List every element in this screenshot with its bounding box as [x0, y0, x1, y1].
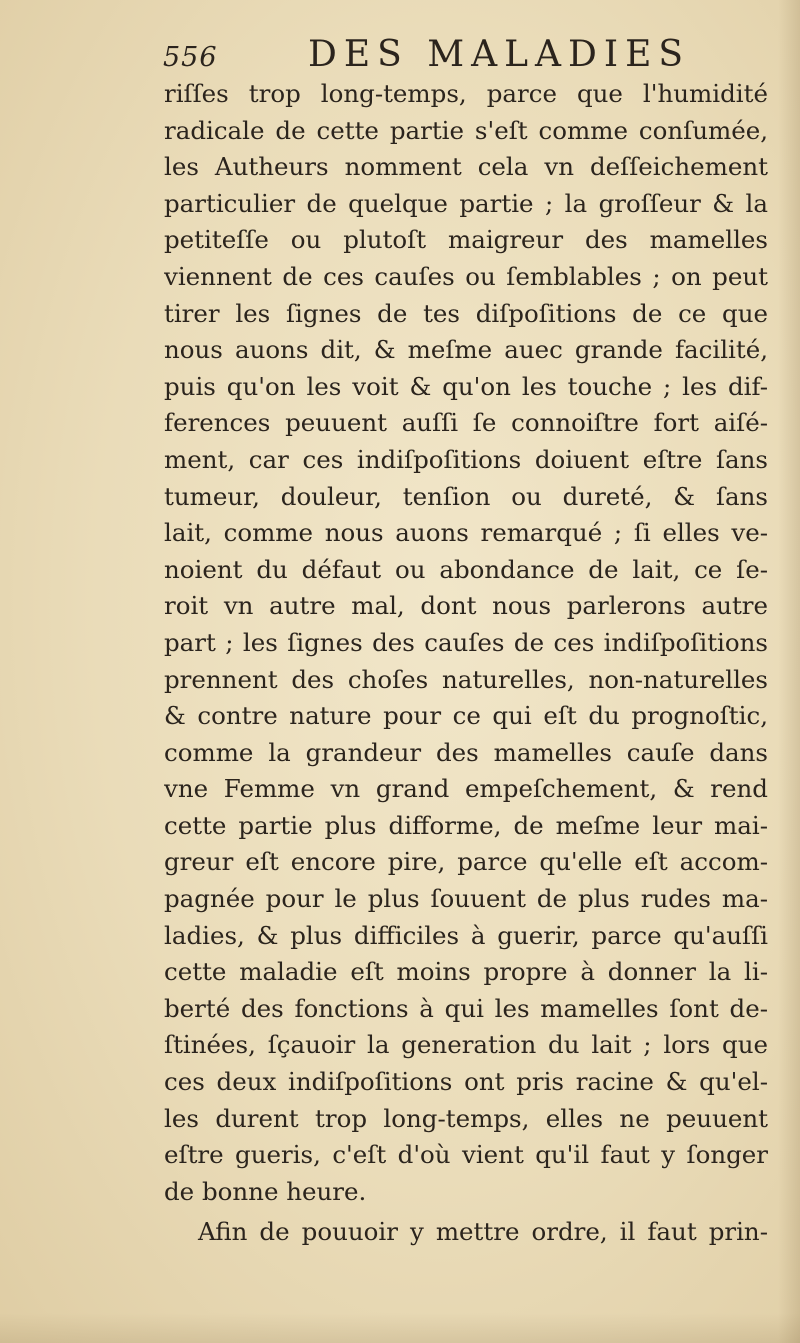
- text-line: & contre nature pour ce qui eſt du prognoſtic,: [164, 701, 768, 731]
- text-line: roit vn autre mal, dont nous parlerons autre: [164, 591, 768, 621]
- text-line: les Autheurs nomment cela vn deſſeichement: [164, 152, 768, 182]
- page-number: 556: [163, 42, 218, 73]
- text-line: ſtinées, ſçauoir la generation du lait ; lors que: [164, 1030, 768, 1060]
- text-line: prennent des choſes naturelles, non-naturelles: [164, 664, 768, 694]
- text-line: petiteſſe ou plutoſt maigreur des mamelles: [164, 225, 768, 255]
- text-line: tumeur, douleur, tenſion ou dureté, & ſans: [164, 481, 768, 511]
- new-paragraph-line: Afin de pouuoir y mettre ordre, il faut prin-: [198, 1217, 768, 1247]
- text-line: vne Femme vn grand empeſchement, & rend: [164, 774, 768, 804]
- text-line: les durent trop long-temps, elles ne peuuent: [164, 1103, 768, 1133]
- text-line: pagnée pour le plus ſouuent de plus rudes ma-: [164, 884, 768, 914]
- text-line: eſtre gueris, c'eſt d'où vient qu'il faut y ſonger: [164, 1140, 768, 1170]
- text-line: comme la grandeur des mamelles cauſe dans: [164, 737, 768, 767]
- text-line: riſſes trop long-temps, parce que l'humidité: [164, 79, 768, 108]
- text-line: particulier de quelque partie ; la groſſeur & la: [164, 188, 768, 218]
- text-line: lait, comme nous auons remarqué ; ſi elles ve-: [164, 518, 768, 548]
- text-line: noient du défaut ou abondance de lait, ce ſe-: [164, 554, 768, 584]
- text-line: ladies, & plus difficiles à guerir, parce qu'auſſi: [164, 920, 768, 950]
- page-header: [163, 28, 763, 78]
- text-line: berté des fonctions à qui les mamelles ſont de-: [164, 993, 768, 1023]
- text-line: cette partie plus difforme, de meſme leur mai-: [164, 810, 768, 840]
- body-text: [164, 76, 768, 1251]
- text-line: nous auons dit, & meſme auec grande facilité,: [164, 335, 768, 365]
- text-line: puis qu'on les voit & qu'on les touche ; les dif-: [164, 371, 768, 401]
- text-line: greur eſt encore pire, parce qu'elle eſt accom-: [164, 847, 768, 877]
- text-line: radicale de cette partie s'eſt comme conſumée,: [164, 115, 768, 145]
- text-line: viennent de ces cauſes ou ſemblables ; on peut: [164, 261, 768, 291]
- page-bottom-shadow: [0, 1313, 800, 1343]
- paragraph-end-line: de bonne heure.: [164, 1176, 367, 1206]
- text-line: cette maladie eſt moins propre à donner la li-: [164, 957, 768, 987]
- text-line: ment, car ces indiſpoſitions doiuent eſtre ſans: [164, 444, 768, 474]
- running-title: DES MALADIES: [308, 34, 691, 75]
- text-line: ferences peuuent auſſi ſe connoiſtre fort aiſé-: [164, 408, 768, 438]
- text-line: part ; les ſignes des cauſes de ces indiſpoſitions: [164, 627, 768, 657]
- text-line: ces deux indiſpoſitions ont pris racine & qu'el-: [164, 1067, 768, 1097]
- text-line: tirer les ſignes de tes diſpoſitions de ce que: [164, 298, 768, 328]
- page-edge-shadow: [778, 0, 800, 1343]
